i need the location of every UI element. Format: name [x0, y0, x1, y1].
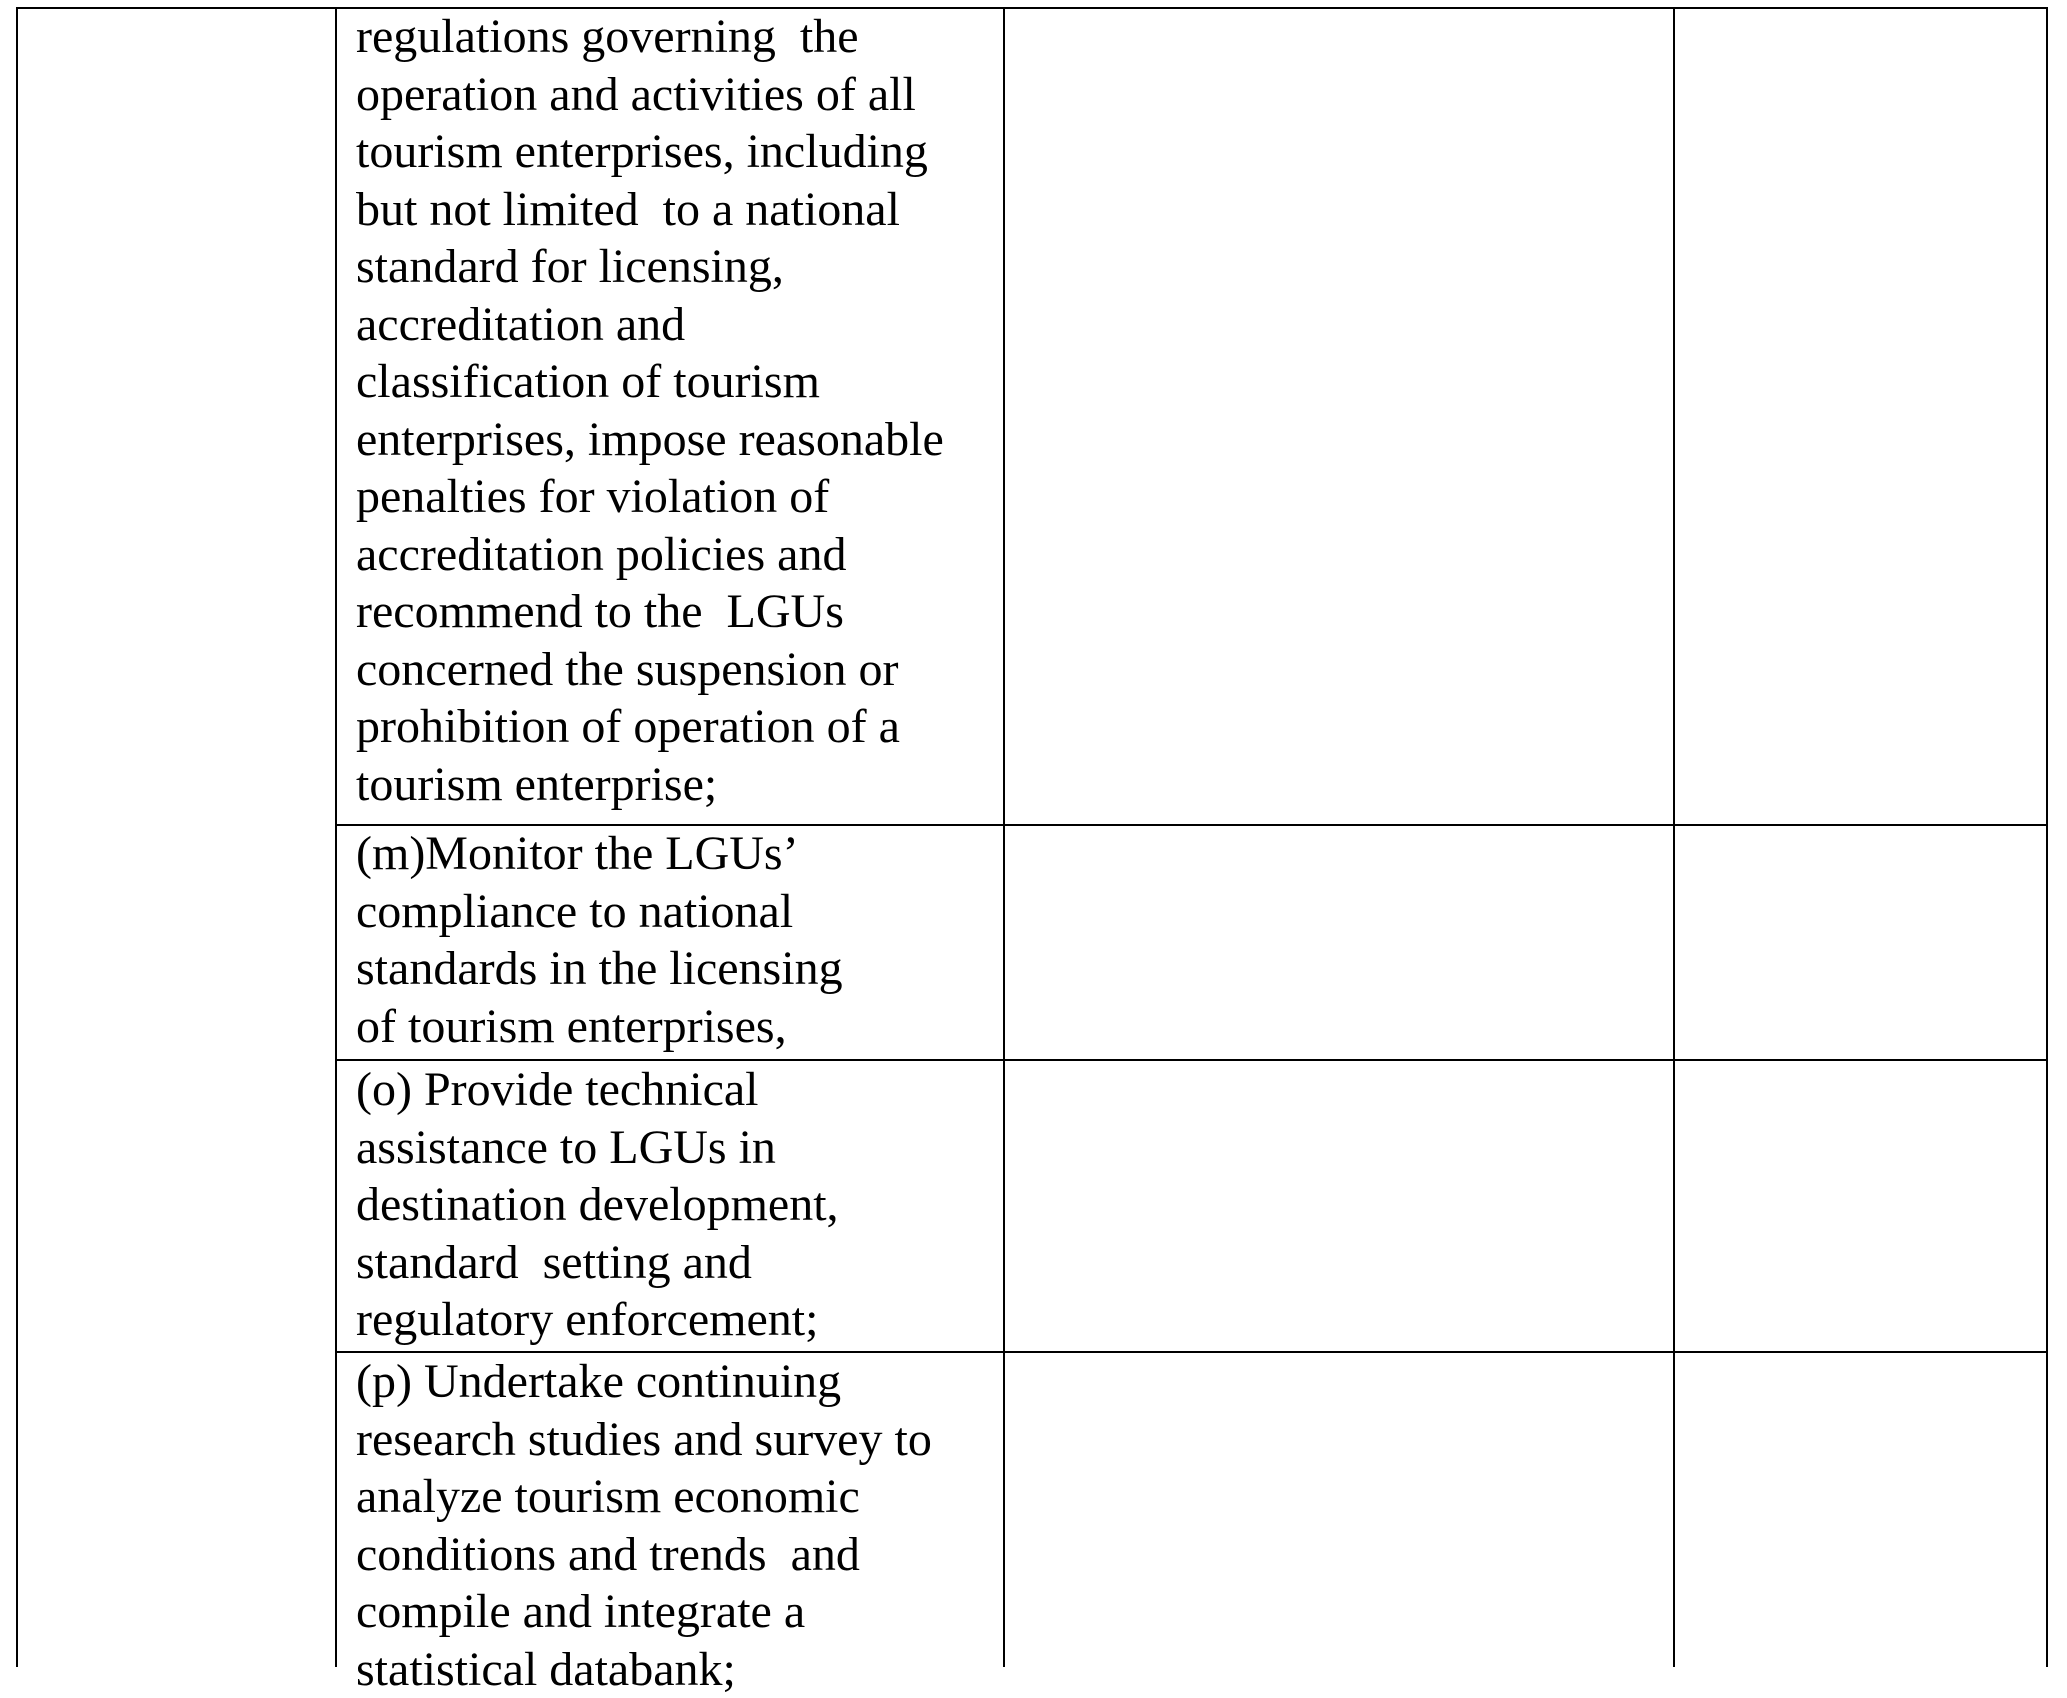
- function-cell-text: (m)Monitor the LGUs’ compliance to national standards in the licensing of tourism enterprises,: [356, 827, 843, 1053]
- column-divider-2: [1003, 8, 1005, 1667]
- table-left-border: [16, 8, 18, 1667]
- table-right-border: [2046, 8, 2048, 1667]
- column-divider-1: [335, 8, 337, 1667]
- function-cell-text: (p) Undertake continuing research studies and survey to analyze tourism economic conditions and trends and compile and integrate a statistical databank;: [356, 1355, 932, 1696]
- table-top-border: [16, 7, 2048, 9]
- function-cell-text: (o) Provide technical assistance to LGUs in destination development, standard setting and regulatory enforcement;: [356, 1063, 839, 1346]
- column-divider-3: [1673, 8, 1675, 1667]
- function-cell-text: regulations governing the operation and activities of all tourism enterprises, including but not limited to a national standard for licensing, accreditation and classification of tourism enterprises, impose reasonable penalties for violation of accreditation policies and recommend to the LGUs concerned the suspension or prohibition of operation of a tourism enterprise;: [356, 10, 944, 811]
